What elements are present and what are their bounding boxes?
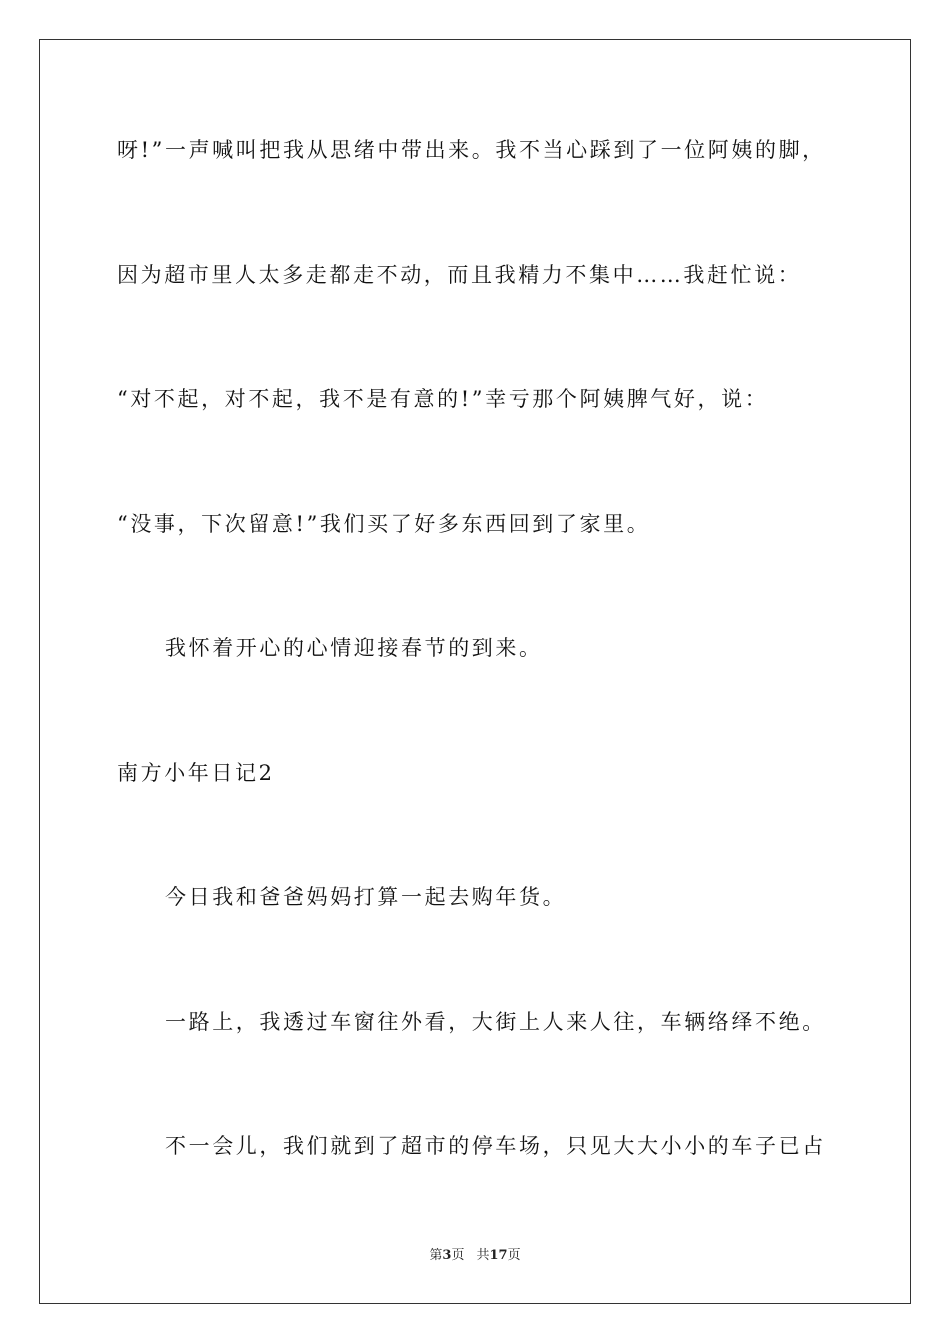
- text-line-9: 不一会儿，我们就到了超市的停车场，只见大大小小的车子已占: [165, 1134, 826, 1158]
- page-prefix: 第: [429, 1248, 443, 1263]
- text-line-5: 我怀着开心的心情迎接春节的到来。: [165, 636, 543, 660]
- page-number: 3: [442, 1248, 452, 1263]
- page-border: [39, 39, 911, 1304]
- page-footer: [0, 1244, 950, 1263]
- section-heading: 南方小年日记2: [117, 761, 275, 785]
- text-line-8: 一路上，我透过车窗往外看，大街上人来人往，车辆络绎不绝。: [165, 1010, 826, 1034]
- text-line-4: “没事，下次留意!”我们买了好多东西回到了家里。: [117, 512, 651, 536]
- text-line-7: 今日我和爸爸妈妈打算一起去购年货。: [165, 885, 567, 909]
- text-line-2: 因为超市里人太多走都走不动，而且我精力不集中……我赶忙说：: [117, 263, 802, 287]
- total-suffix: 页: [507, 1248, 521, 1263]
- total-pages: 17: [489, 1248, 508, 1263]
- text-line-1: 呀!”一声喊叫把我从思绪中带出来。我不当心踩到了一位阿姨的脚，: [117, 138, 826, 162]
- page-suffix: 页: [451, 1248, 465, 1263]
- total-prefix: 共: [476, 1248, 490, 1263]
- text-line-3: “对不起，对不起，我不是有意的!”幸亏那个阿姨脾气好，说：: [117, 387, 769, 411]
